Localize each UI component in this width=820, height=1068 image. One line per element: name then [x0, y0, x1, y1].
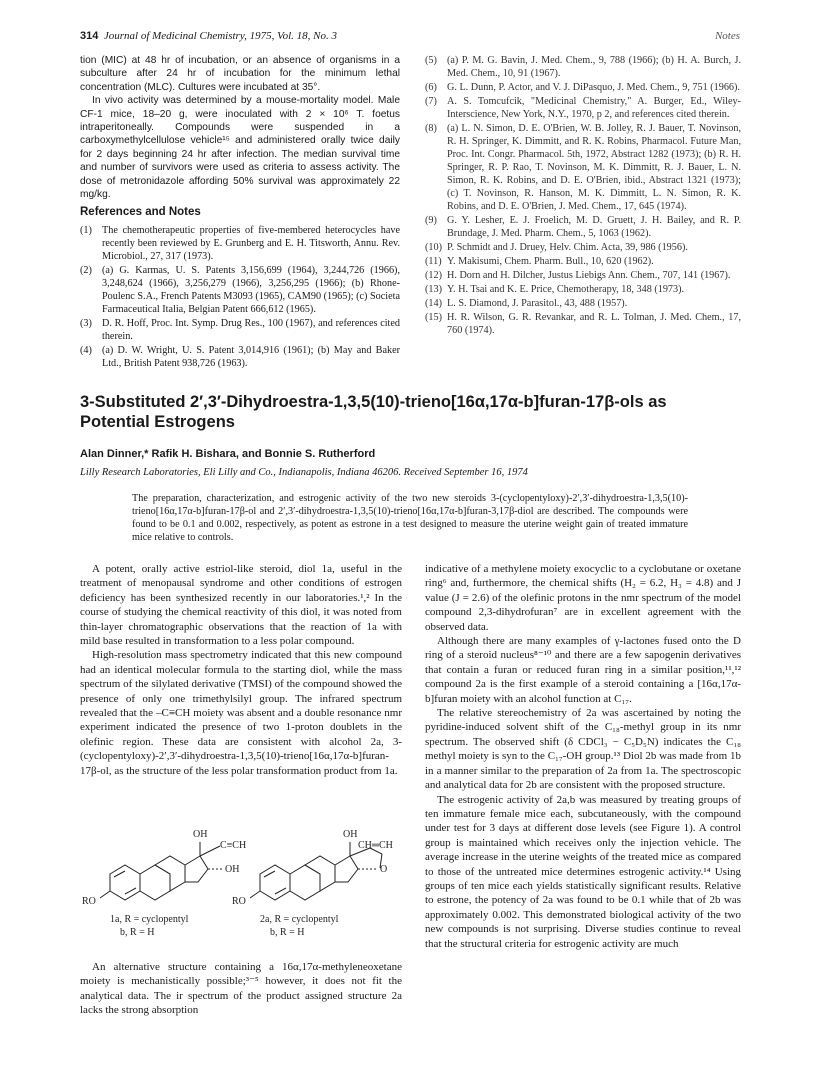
references-list-right: [425, 54, 741, 338]
body-paragraph: The relative stereochemistry of 2a was ascertained by noting the pyridine-induced solvent shift of the C₁₈-methyl group in its nmr spectrum. The observed shift (δ CDCl₃ − C₅D₅N) indicates the C₁₈ methyl moiety is syn to the C₁₇-OH group.¹³ Diol 2b was made from 1b in a manner similar to the preparation of 2a from 1a. The spectroscopic and analytical data for 2b are consistent with the proposed structure.: [425, 707, 741, 792]
s2-ro-label: RO: [232, 896, 246, 907]
reference-item: (15) H. R. Wilson, G. R. Revankar, and R. L. Tolman, J. Med. Chem., 17, 760 (1974).: [425, 312, 741, 336]
body-right-column: [425, 562, 741, 951]
article-affiliation: Lilly Research Laboratories, Eli Lilly and Co., Indianapolis, Indiana 46206. Received September 16, 1974: [80, 467, 528, 478]
methods-paragraph-1: tion (MIC) at 48 hr of incubation, or an absence of organisms in a subculture after 24 hr of incubation for the minimum lethal concentration (MLC). Cultures were incubated at 35°.: [80, 55, 400, 93]
reference-item: (12) H. Dorn and H. Dilcher, Justus Liebigs Ann. Chem., 707, 141 (1967).: [425, 270, 731, 281]
caption-2a: 2a, R = cyclopentyl: [260, 914, 339, 925]
s2-oh-label: OH: [343, 829, 358, 840]
s1-oh2-label: OH: [225, 864, 240, 875]
caption-1a: 1a, R = cyclopentyl: [110, 914, 189, 925]
reference-item: (3) D. R. Hoff, Proc. Int. Symp. Drug Res., 100 (1967), and references cited therein.: [80, 317, 400, 342]
reference-item: (9) G. Y. Lesher, E. J. Froelich, M. D. Gruett, J. H. Bailey, and R. P. Brundage, J. Med. Pharm. Chem., 5, 1063 (1962).: [425, 215, 741, 239]
section-label: Notes: [714, 30, 740, 42]
reference-item: (13) Y. H. Tsai and K. E. Price, Chemotherapy, 18, 348 (1973).: [425, 284, 685, 295]
caption-2b: b, R = H: [270, 927, 305, 938]
caption-1b: b, R = H: [120, 927, 155, 938]
reference-item: (2) (a) G. Karmas, U. S. Patents 3,156,699 (1964), 3,244,726 (1966), 3,248,624 (1966), 3,256,279 (1966), 3,256,295 (1966); (b) Rhone-Poulenc S.A., French Patents M3093 (1965), CAM90 (1965); (c) Societa Farmaceutical Italia, Belgian Patent 666,612 (1965).: [80, 264, 400, 315]
body-paragraph: A potent, orally active estriol-like steroid, diol 1a, useful in the treatment of menopausal syndrome and other conditions of estrogen deficiency has been synthesized recently in our laboratories.¹,² In the course of studying the chemical reactivity of this diol, it was noted from thin-layer chromatographic observations that the reaction of 1a with mild base resulted in transformation to a less polar compound.: [80, 563, 402, 648]
s1-ro-label: RO: [82, 896, 96, 907]
article-abstract: The preparation, characterization, and estrogenic activity of the two new steroids 3-(cyclopentyloxy)-2′,3′-dihydroestra-1,3,5(10)-trieno[16α,17α-b]furan-17β-ol and 2′,3′-dihydroestra-1,3,5(10)-trieno[16α,17α-b]furan-3,17β-diol are described. The compounds were found to be 0.1 and 0.002, respectively, as potent as estrone in a test designed to measure the uterine weight gain of treated immature mice relative to controls.: [132, 493, 688, 543]
references-heading: References and Notes: [80, 206, 201, 219]
methods-paragraph-2: In vivo activity was determined by a mouse-mortality model. Male CF-1 mice, 18–20 g, were inoculated with 2 × 10⁶ T. foetus intraperitoneally. Compounds were suspended in a carboxymethylcellulose vehicle¹⁵ and administered orally twice daily for 2 days beginning 24 hr after infection. The median survival time and number of survivors were used as criteria to assess activity. The dose of metronidazole affording 50% survival was approximately 22 mg/kg.: [80, 95, 400, 201]
steroid-structures-figure: [80, 794, 405, 940]
reference-item: (8) (a) L. N. Simon, D. E. O'Brien, W. B. Jolley, R. J. Bauer, T. Novinson, R. H. Springer, K. Dimmitt, and R. K. Robins, Pharmacol. Future Man, Proc. Int. Congr. Pharmacol. 5th, 1972, Abstract 1282 (1973); (b) R. H. Springer, R. P. Rao, T. Novinson, M. K. Dimmitt, R. J. Bauer, L. N. Simon, R. K. Robins, and D. E. O'Brien, ibid., Abstract 1321 (1973); (c) T. Novinson, R. Hanson, M. K. Dimmitt, L. N. Simon, R. K. Robins, and D. E. O'Brien, J. Med. Chem., 17, 645 (1974).: [425, 123, 741, 212]
running-header: [80, 30, 740, 42]
structure-1: [100, 842, 223, 900]
journal-citation: Journal of Medicinal Chemistry, 1975, Vol. 18, No. 3: [103, 30, 337, 42]
reference-item: (7) A. S. Tomcufcik, "Medicinal Chemistry," A. Burger, Ed., Wiley-Interscience, New York, N.Y., 1970, p 2, and references cited therein.: [425, 96, 741, 120]
reference-item: (4) (a) D. W. Wright, U. S. Patent 3,014,916 (1961); (b) May and Baker Ltd., British Patent 938,726 (1963).: [80, 344, 400, 369]
reference-item: (1) The chemotherapeutic properties of five-membered heterocycles have recently been reviewed by E. Grunberg and E. H. Titsworth, Annu. Rev. Microbiol., 27, 317 (1973).: [80, 224, 400, 262]
article-authors: Alan Dinner,* Rafik H. Bishara, and Bonnie S. Rutherford: [80, 448, 376, 460]
reference-item: (11) Y. Makisumi, Chem. Pharm. Bull., 10, 620 (1962).: [425, 256, 654, 267]
s2-o-label: O: [380, 864, 388, 875]
reference-item: (10) P. Schmidt and J. Druey, Helv. Chim. Acta, 39, 986 (1956).: [425, 242, 688, 253]
page-number: 314: [80, 30, 99, 42]
reference-item: (14) L. S. Diamond, J. Parasitol., 43, 488 (1957).: [425, 298, 628, 309]
references-list-left: [80, 224, 400, 370]
body-paragraph: indicative of a methylene moiety exocyclic to a cyclobutane or oxetane ring⁶ and, furthermore, the chemical shifts (H₂ = 6.2, H₃ = 4.8) and J value (J = 2.6) of the olefinic protons in the nmr spectrum of the model compound 2,3-dihydrofuran⁷ are in excellent agreement with the observed data.: [425, 563, 741, 633]
body-paragraph: An alternative structure containing a 16α,17α-methyleneoxetane moiety is mechanistically possible;³⁻⁵ however, it does not fit the analytical data. The ir spectrum of the product assigned structure 2a lacks the strong absorption: [80, 961, 402, 1017]
body-paragraph: High-resolution mass spectrometry indicated that this new compound had an identical molecular formula to the starting diol, while the mass spectrum of the silylated derivative (TMSI) of the compound showed the presence of only one trimethylsilyl group. The infrared spectrum revealed that the –C≡CH moiety was absent and a double resonance nmr experiment indicated the presence of two 1-proton doublets in the olefinic region. These data are consistent with alcohol 2a, 3-(cyclopentyloxy)-2′,3′-dihydroestra-1,3,5(10)-trieno[16α,17α-b]furan-17β-ol, as the structure of the less polar transformation product from 1a.: [80, 649, 402, 777]
article-title: 3-Substituted 2′,3′-Dihydroestra-1,3,5(10)-trieno[16α,17α-b]furan-17β-ols as Potential Estrogens: [80, 393, 667, 431]
body-paragraph: Although there are many examples of γ-lactones fused onto the D ring of a steroid nucleus⁸⁻¹⁰ and there are a few sapogenin derivatives that contain a furan or reduced furan ring in a similar position,¹¹,¹² compound 2a is the first example of a steroid containing a [16α,17α-b]furan moiety with an alcohol function at C₁₇.: [425, 635, 741, 705]
s2-alkene-label: CH═CH: [358, 840, 393, 851]
top-left-column: [80, 54, 400, 371]
body-left-bottom: [80, 960, 402, 1018]
body-left-column: [80, 562, 402, 778]
body-paragraph: The estrogenic activity of 2a,b was measured by treating groups of ten immature female mice each, subcutaneously, with the compound under test for 3 days at different dose levels (see Figure 1). A control group is maintained which receives only the injection vehicle. The average increase in the uterine weights of the treated mice as compared to those of the untreated mice determines estrogenic activity.¹⁴ Using groups of ten mice each yields statistically significant results. Relative to estrone, the potency of 2a was found to be 0.1 while that of 2b was approximately 0.002. This demonstrated biological activity of the two new compounds is not surprising. Diverse studies continue to reveal that the structural criteria for estrogenic activity are much: [425, 793, 741, 950]
s1-alkyne-label: C≡CH: [220, 840, 247, 851]
reference-item: (6) G. L. Dunn, P. Actor, and V. J. DiPasquo, J. Med. Chem., 9, 751 (1966).: [425, 82, 740, 93]
s1-oh-label: OH: [193, 829, 208, 840]
reference-item: (5) (a) P. M. G. Bavin, J. Med. Chem., 9, 788 (1966); (b) H. A. Burch, J. Med. Chem., 10, 91 (1967).: [425, 55, 741, 79]
